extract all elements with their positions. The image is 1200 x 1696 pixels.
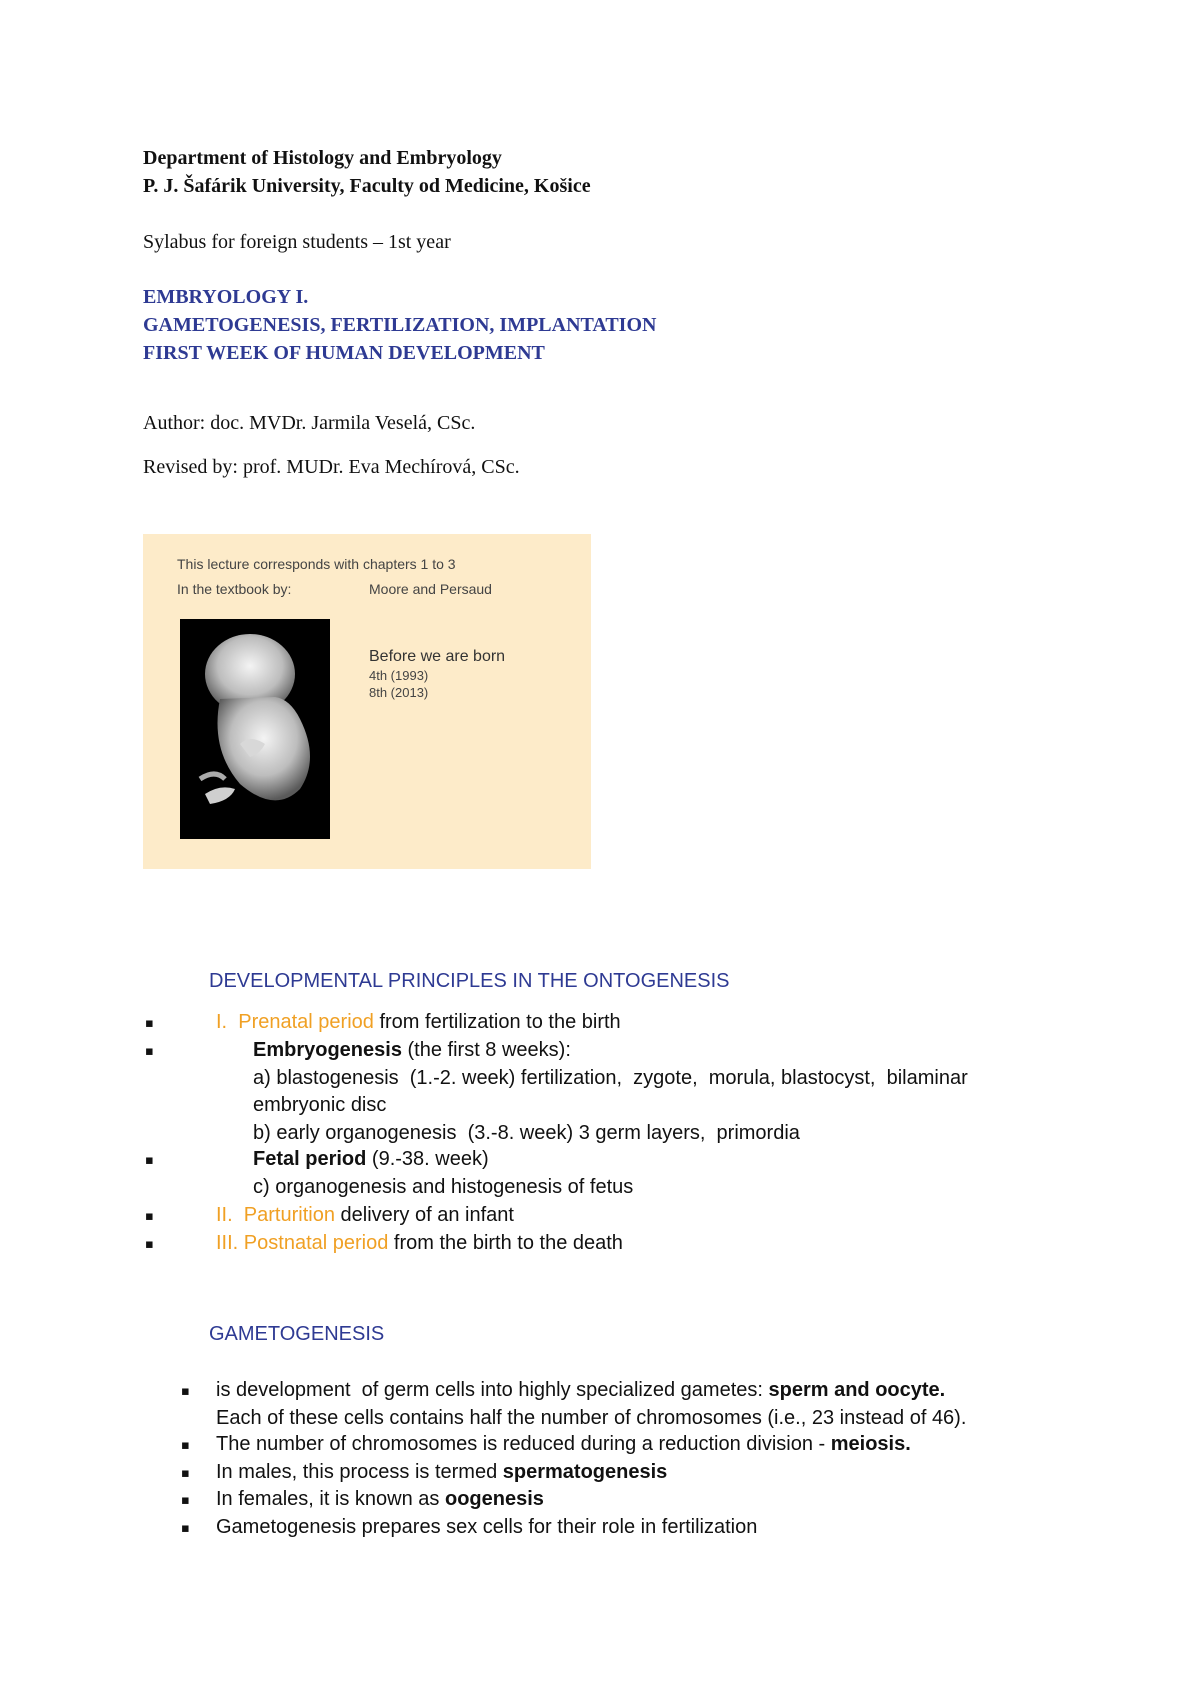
department-name: Department of Histology and Embryology	[143, 147, 502, 169]
item-number: I.	[216, 1011, 228, 1033]
item-number: III.	[216, 1232, 239, 1254]
item-bold: meiosis.	[830, 1433, 911, 1455]
item-bold: spermatogenesis	[502, 1461, 668, 1483]
bullet-icon: ▪	[181, 1384, 190, 1399]
item-number: II.	[216, 1204, 233, 1226]
bullet-icon: ▪	[145, 1044, 154, 1059]
list-item-fetal	[253, 1147, 489, 1171]
list-item-embryogenesis	[253, 1038, 571, 1062]
section-heading-gametogenesis: GAMETOGENESIS	[209, 1323, 385, 1345]
item-term: Postnatal period	[243, 1232, 389, 1254]
list-item-definition-cont: Each of these cells contains half the number of chromosomes (i.e., 23 instead of 46).	[216, 1407, 967, 1429]
bullet-icon: ▪	[145, 1016, 154, 1031]
bullet-icon: ▪	[181, 1438, 190, 1453]
item-text: (the first 8 weeks):	[401, 1039, 571, 1061]
list-item-parturition	[216, 1203, 514, 1227]
subitem-a: a) blastogenesis (1.-2. week) fertilization, zygote, morula, blastocyst, bilaminar	[253, 1067, 968, 1089]
item-term: Parturition	[243, 1204, 335, 1226]
item-text: from the birth to the death	[388, 1232, 623, 1254]
item-text: from fertilization to the birth	[373, 1011, 621, 1033]
book-edition-1: 4th (1993)	[369, 668, 429, 683]
item-term: Prenatal period	[238, 1011, 374, 1033]
author-line: Author: doc. MVDr. Jarmila Veselá, CSc.	[143, 412, 476, 434]
title-line-3: FIRST WEEK OF HUMAN DEVELOPMENT	[143, 342, 545, 364]
item-text: (9.-38. week)	[366, 1148, 489, 1170]
textbook-figure	[143, 534, 591, 869]
item-bold: oogenesis	[444, 1488, 544, 1510]
figure-caption-1: This lecture corresponds with chapters 1 to 3	[177, 556, 456, 572]
list-item-meiosis	[216, 1432, 911, 1456]
figure-caption-authors: Moore and Persaud	[369, 581, 492, 597]
title-line-1: EMBRYOLOGY I.	[143, 286, 309, 308]
section-heading-developmental: DEVELOPMENTAL PRINCIPLES IN THE ONTOGENESIS	[209, 970, 730, 992]
item-text: is development of germ cells into highly specialized gametes:	[216, 1379, 769, 1401]
book-edition-2: 8th (2013)	[369, 685, 429, 700]
list-item-definition	[216, 1378, 945, 1402]
bullet-icon: ▪	[145, 1209, 154, 1224]
list-item-prenatal	[216, 1010, 621, 1034]
list-item-role: Gametogenesis prepares sex cells for their role in fertilization	[216, 1516, 758, 1538]
item-term: Fetal period	[253, 1148, 367, 1170]
item-term: Embryogenesis	[253, 1039, 402, 1061]
bullet-icon: ▪	[145, 1237, 154, 1252]
item-text: The number of chromosomes is reduced during a reduction division -	[216, 1433, 831, 1455]
item-text: delivery of an infant	[334, 1204, 514, 1226]
item-bold: sperm and oocyte.	[768, 1379, 946, 1401]
list-item-males	[216, 1460, 667, 1484]
figure-caption-label: In the textbook by:	[177, 581, 292, 597]
book-title: Before we are born	[369, 648, 506, 665]
subitem-b: b) early organogenesis (3.-8. week) 3 germ layers, primordia	[253, 1122, 800, 1144]
embryo-photo	[180, 619, 330, 839]
item-text: In females, it is known as	[216, 1488, 445, 1510]
subitem-c: c) organogenesis and histogenesis of fetus	[253, 1176, 634, 1198]
item-text: In males, this process is termed	[216, 1461, 503, 1483]
bullet-icon: ▪	[181, 1466, 190, 1481]
subitem-a-cont: embryonic disc	[253, 1094, 387, 1116]
syllabus-line: Sylabus for foreign students – 1st year	[143, 231, 451, 253]
bullet-icon: ▪	[181, 1493, 190, 1508]
university-name: P. J. Šafárik University, Faculty od Medicine, Košice	[143, 175, 591, 197]
list-item-females	[216, 1487, 544, 1511]
revised-line: Revised by: prof. MUDr. Eva Mechírová, CSc.	[143, 456, 520, 478]
title-line-2: GAMETOGENESIS, FERTILIZATION, IMPLANTATION	[143, 314, 657, 336]
list-item-postnatal	[216, 1231, 623, 1255]
bullet-icon: ▪	[145, 1153, 154, 1168]
bullet-icon: ▪	[181, 1521, 190, 1536]
